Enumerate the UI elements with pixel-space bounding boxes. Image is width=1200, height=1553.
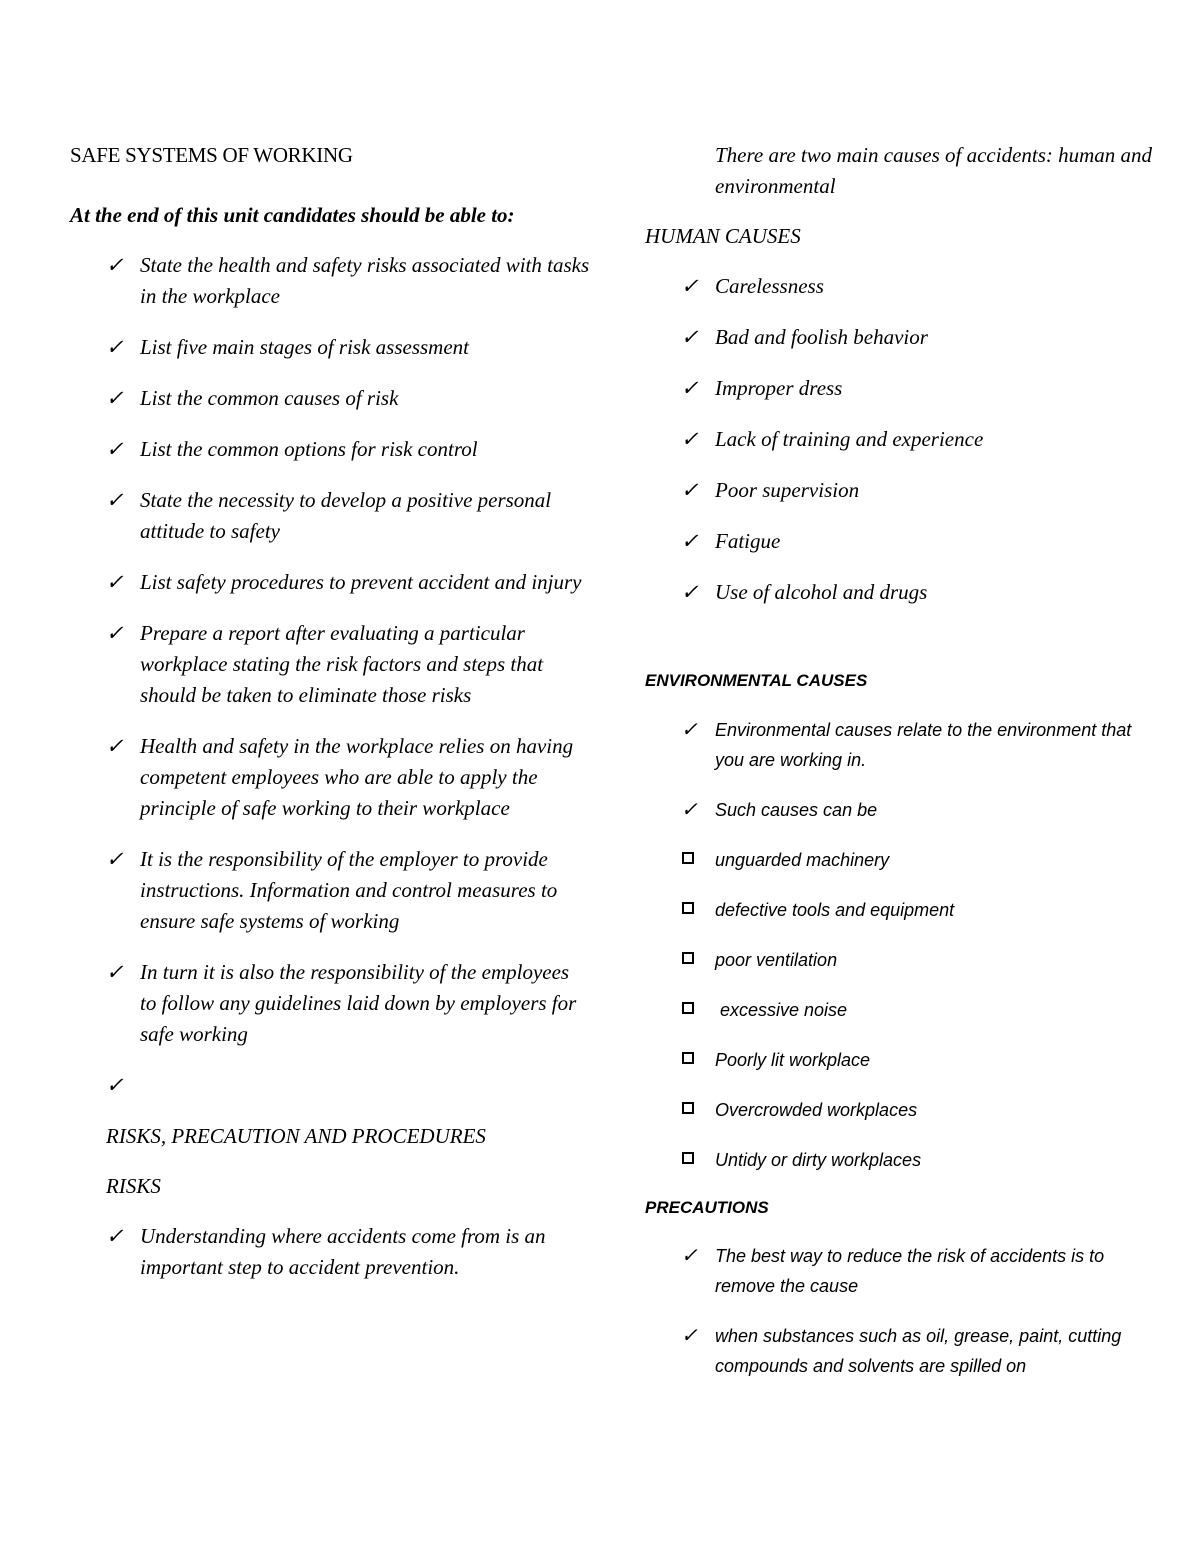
empty-checkbox-icon [682, 852, 694, 864]
check-mark-icon: ✓ [106, 488, 124, 512]
list-item: ✓ List the common options for risk control [70, 434, 590, 465]
right-column [645, 140, 1165, 1401]
list-item: Poorly lit workplace [645, 1045, 1165, 1075]
risks-heading: RISKS [106, 1174, 161, 1198]
check-mark-icon: ✓ [681, 1245, 698, 1267]
human-causes-heading: HUMAN CAUSES [645, 224, 801, 248]
list-item: ✓ Such causes can be [645, 795, 1165, 825]
check-mark-icon: ✓ [106, 335, 124, 359]
list-item: unguarded machinery [645, 845, 1165, 875]
list-item: ✓ Health and safety in the workplace relies on having competent employees who are able to apply the principle of safe working to their workplace [70, 731, 590, 824]
list-item: ✓ In turn it is also the responsibility of the employees to follow any guidelines laid down by employers for safe working [70, 957, 590, 1050]
risks-precaution-heading: RISKS, PRECAUTION AND PROCEDURES [106, 1124, 486, 1148]
list-item: ✓ Environmental causes relate to the environment that you are working in. [645, 715, 1165, 775]
check-mark-icon: ✓ [106, 1224, 124, 1248]
list-item: ✓ Prepare a report after evaluating a particular workplace stating the risk factors and steps that should be taken to eliminate those risks [70, 618, 590, 711]
empty-checkbox-icon [682, 1002, 694, 1014]
environmental-causes-heading: ENVIRONMENTAL CAUSES [645, 671, 868, 690]
risks-list [70, 1221, 590, 1283]
check-mark-icon: ✓ [681, 274, 699, 298]
check-mark-icon: ✓ [106, 437, 124, 461]
list-item: ✓ Improper dress [645, 373, 1165, 404]
human-causes-list [645, 271, 1165, 608]
left-column [70, 140, 590, 1303]
list-item: ✓ It is the responsibility of the employer to provide instructions. Information and control measures to ensure safe systems of working [70, 844, 590, 937]
precautions-list [645, 1241, 1165, 1381]
check-mark-icon: ✓ [681, 1325, 698, 1347]
empty-checkbox-icon [682, 1152, 694, 1164]
list-item: ✓ The best way to reduce the risk of accidents is to remove the cause [645, 1241, 1165, 1301]
check-mark-icon: ✓ [106, 960, 124, 984]
check-mark-icon: ✓ [106, 621, 124, 645]
list-item: Untidy or dirty workplaces [645, 1145, 1165, 1175]
check-mark-icon: ✓ [681, 529, 699, 553]
check-mark-icon: ✓ [106, 1073, 124, 1097]
list-item: ✓ Lack of training and experience [645, 424, 1165, 455]
list-item: ✓ List safety procedures to prevent accident and injury [70, 567, 590, 598]
list-item: ✓ List the common causes of risk [70, 383, 590, 414]
check-mark-icon: ✓ [681, 799, 698, 821]
check-mark-icon: ✓ [106, 847, 124, 871]
check-mark-icon: ✓ [106, 253, 124, 277]
objectives-heading: At the end of this unit candidates should be able to: [70, 203, 515, 227]
check-mark-icon: ✓ [106, 570, 124, 594]
list-item: ✓ Use of alcohol and drugs [645, 577, 1165, 608]
empty-checkbox-icon [682, 952, 694, 964]
check-mark-icon: ✓ [681, 719, 698, 741]
objectives-list [70, 250, 590, 1101]
list-item: ✓ List five main stages of risk assessment [70, 332, 590, 363]
list-item: ✓ Fatigue [645, 526, 1165, 557]
empty-checkbox-icon [682, 902, 694, 914]
check-mark-icon: ✓ [681, 427, 699, 451]
precautions-heading: PRECAUTIONS [645, 1198, 769, 1217]
list-item: ✓ State the necessity to develop a positive personal attitude to safety [70, 485, 590, 547]
check-mark-icon: ✓ [681, 478, 699, 502]
check-mark-icon: ✓ [681, 580, 699, 604]
empty-checkbox-icon [682, 1102, 694, 1114]
list-item: ✓ State the health and safety risks associated with tasks in the workplace [70, 250, 590, 312]
document-title: SAFE SYSTEMS OF WORKING [70, 143, 353, 167]
environmental-causes-list [645, 715, 1165, 1175]
list-item: excessive noise [645, 995, 1165, 1025]
check-mark-icon: ✓ [106, 386, 124, 410]
check-mark-icon: ✓ [681, 376, 699, 400]
list-item: ✓ Carelessness [645, 271, 1165, 302]
list-item: Overcrowded workplaces [645, 1095, 1165, 1125]
empty-checkbox-icon [682, 1052, 694, 1064]
check-mark-icon: ✓ [681, 325, 699, 349]
list-item: ✓ Understanding where accidents come from is an important step to accident prevention. [70, 1221, 590, 1283]
list-item: defective tools and equipment [645, 895, 1165, 925]
list-item: ✓ Bad and foolish behavior [645, 322, 1165, 353]
check-mark-icon: ✓ [106, 734, 124, 758]
causes-intro: There are two main causes of accidents: human and environmental [715, 143, 1153, 198]
list-item [70, 1070, 590, 1101]
list-item: poor ventilation [645, 945, 1165, 975]
list-item: ✓ when substances such as oil, grease, paint, cutting compounds and solvents are spilled on [645, 1321, 1165, 1381]
list-item: ✓ Poor supervision [645, 475, 1165, 506]
